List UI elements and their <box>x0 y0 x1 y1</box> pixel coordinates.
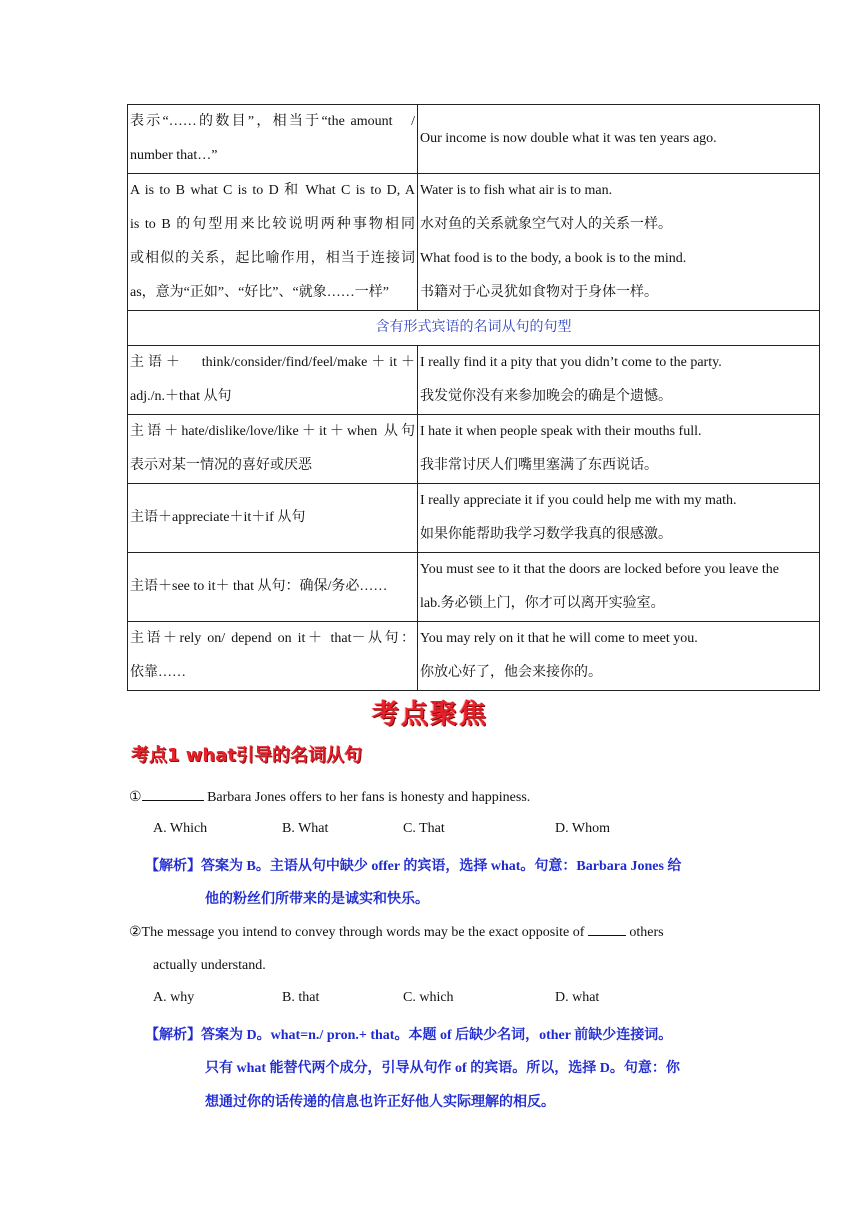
question-1-option-d: D. Whom <box>555 821 610 836</box>
question-1-number: ① <box>129 790 142 805</box>
table-cell-pattern <box>128 346 418 415</box>
question-1-blank <box>142 786 204 801</box>
table-row <box>128 311 820 346</box>
table-cell-pattern <box>128 415 418 484</box>
question-2-option-d: D. what <box>555 990 600 1005</box>
cell-text-line: 主语＋ think/consider/find/feel/make＋it＋ <box>130 355 415 370</box>
table-cell-example <box>418 105 820 174</box>
question-1-explanation-line-1: 【解析】答案为 B。主语从句中缺少 offer 的宾语，选择 what。句意：Barbara Jones 给 <box>145 859 682 874</box>
table-cell-example <box>418 484 820 553</box>
cell-text-line: is to B 的句型用来比较说明两种事物相同 <box>130 217 415 232</box>
topic-heading: 考点1 what引导的名词从句 <box>131 745 362 766</box>
cell-text-line: 书籍对于心灵犹如食物对于身体一样。 <box>420 285 658 300</box>
question-2-option-c: C. which <box>403 990 454 1005</box>
question-2-stem-line-2: actually understand. <box>153 958 266 973</box>
cell-text-line: I really find it a pity that you didn’t come to the party. <box>420 355 722 370</box>
table-row <box>128 105 820 174</box>
cell-text-line: What food is to the body, a book is to the mind. <box>420 251 687 266</box>
table-row <box>128 553 820 622</box>
table-cell-example <box>418 346 820 415</box>
cell-text-line: 如果你能帮助我学习数学我真的很感激。 <box>420 527 672 542</box>
table-row <box>128 484 820 553</box>
cell-text-line: I really appreciate it if you could help me with my math. <box>420 493 737 508</box>
question-2-explanation-line-2: 只有 what 能替代两个成分，引导从句作 of 的宾语。所以，选择 D。句意：你 <box>205 1061 680 1076</box>
table-cell-example <box>418 553 820 622</box>
table-cell-pattern <box>128 105 418 174</box>
cell-text-line: 水对鱼的关系就象空气对人的关系一样。 <box>420 217 672 232</box>
cell-text-line: 表示对某一情况的喜好或厌恶 <box>130 458 312 473</box>
question-1-option-c: C. That <box>403 821 445 836</box>
cell-text-line: Our income is now double what it was ten years ago. <box>420 131 717 146</box>
table-row <box>128 415 820 484</box>
table-section-header: 含有形式宾语的名词从句的句型 <box>128 311 820 346</box>
question-2-text-b: others <box>625 925 664 940</box>
table-cell-pattern <box>128 484 418 553</box>
cell-text-line: 我非常讨厌人们嘴里塞满了东西说话。 <box>420 458 658 473</box>
question-1-option-b: B. What <box>282 821 329 836</box>
question-2-text-a: ②The message you intend to convey through words may be the exact opposite of <box>129 925 588 940</box>
cell-text-line: adj./n.＋that 从句 <box>130 389 232 404</box>
table-cell-pattern <box>128 622 418 691</box>
cell-text-line: You must see to it that the doors are locked before you leave the <box>420 562 779 577</box>
cell-text-line: 表示“……的数目”，相当于“the amount / <box>130 114 415 129</box>
section-banner: 考点聚焦 <box>372 699 488 730</box>
cell-text-line: number that…” <box>130 148 218 163</box>
cell-text-line: 主语＋hate/dislike/love/like＋it＋when 从句 <box>130 424 415 439</box>
grammar-table <box>127 104 820 691</box>
question-1-text: Barbara Jones offers to her fans is honesty and happiness. <box>203 790 531 805</box>
table-cell-example <box>418 415 820 484</box>
cell-text-line: Water is to fish what air is to man. <box>420 183 613 198</box>
cell-text-line: 或相似的关系，起比喻作用，相当于连接词 <box>130 251 415 266</box>
question-2-option-a: A. why <box>153 990 195 1005</box>
question-2-explanation-line-1: 【解析】答案为 D。what=n./ pron.+ that。本题 of 后缺少名词，other 前缺少连接词。 <box>145 1028 673 1043</box>
question-2-explanation-line-3: 想通过你的话传递的信息也许正好他人实际理解的相反。 <box>205 1095 555 1110</box>
cell-text-line: I hate it when people speak with their mouths full. <box>420 424 702 439</box>
table-cell-example <box>418 622 820 691</box>
table-cell-pattern <box>128 174 418 311</box>
cell-text-line: 主语＋see to it＋ that 从句：确保/务必…… <box>130 579 388 594</box>
cell-text-line: 依靠…… <box>130 665 186 680</box>
question-1-stem <box>129 786 530 808</box>
question-2-blank <box>588 921 626 936</box>
table-cell-example <box>418 174 820 311</box>
table-cell-pattern <box>128 553 418 622</box>
cell-text-line: You may rely on it that he will come to meet you. <box>420 631 698 646</box>
cell-text-line: A is to B what C is to D 和 What C is to D, A <box>130 183 415 198</box>
table-row <box>128 174 820 311</box>
table-row <box>128 622 820 691</box>
question-2-stem-line-1 <box>129 921 664 943</box>
table-row <box>128 346 820 415</box>
grammar-table-body <box>128 105 820 691</box>
question-1-option-a: A. Which <box>153 821 208 836</box>
cell-text-line: 你放心好了，他会来接你的。 <box>420 665 602 680</box>
question-1-explanation-line-2: 他的粉丝们所带来的是诚实和快乐。 <box>205 892 429 907</box>
question-2-option-b: B. that <box>282 990 320 1005</box>
cell-text-line: 主语＋appreciate＋it＋if 从句 <box>130 510 306 525</box>
cell-text-line: 我发觉你没有来参加晚会的确是个遗憾。 <box>420 389 672 404</box>
cell-text-line: as，意为“正如”、“好比”、“就象……一样” <box>130 285 389 300</box>
cell-text-line: 主语＋rely on/ depend on it＋ that－从句： <box>130 631 415 646</box>
cell-text-line: lab.务必锁上门，你才可以离开实验室。 <box>420 596 665 611</box>
